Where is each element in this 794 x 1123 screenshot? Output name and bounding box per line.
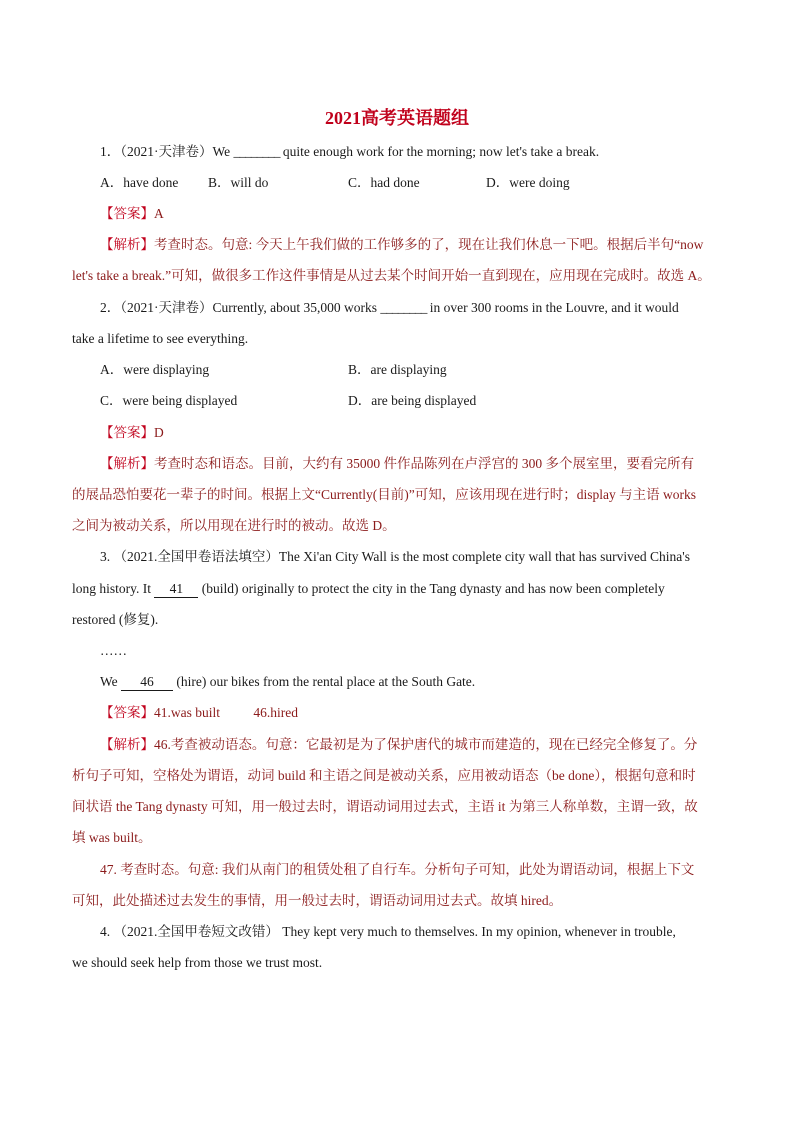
q3-stem-line4: We 46 (hire) our bikes from the rental place at the South Gate. bbox=[100, 674, 476, 689]
q1-answer bbox=[100, 204, 722, 224]
q2-blank: ________ bbox=[380, 300, 427, 315]
q2-options-row2 bbox=[100, 391, 720, 411]
q3-stem-line3: restored (修复). bbox=[72, 612, 159, 627]
q3-answer-46: 46.hired bbox=[253, 705, 298, 720]
q3-analysis47-1: 47. 考查时态。句意: 我们从南门的租赁处租了自行车。分析句子可知，此处为谓语动词，根据上下文 bbox=[100, 862, 695, 877]
q2-option-d: D．are being displayed bbox=[348, 393, 477, 408]
q2-stem-line2: take a lifetime to see everything. bbox=[72, 331, 249, 346]
q2-suffix: in over 300 rooms in the Louvre, and it would bbox=[429, 300, 679, 315]
answer-label: 【答案】 bbox=[100, 206, 154, 221]
q2-analysis-3: 之间为被动关系，所以用现在进行时的被动。故选 D。 bbox=[72, 518, 396, 533]
q1-stem bbox=[100, 142, 722, 162]
q1-answer-value: A bbox=[154, 206, 164, 221]
q4-stem-line2: we should seek help from those we trust most. bbox=[72, 955, 323, 970]
answer-label: 【答案】 bbox=[100, 425, 154, 440]
q3-analysis-1: 【解析】46.考查被动语态。句意：它最初是为了保护唐代的城市而建造的，现在已经完全修复了。分 bbox=[100, 737, 698, 752]
analysis-label: 【解析】 bbox=[100, 737, 154, 752]
q4-stem-line1: 4. （2021.全国甲卷短文改错） They kept very much to themselves. In my opinion, whenever in trouble, bbox=[100, 924, 676, 939]
q1-analysis-1: 【解析】考查时态。句意: 今天上午我们做的工作够多的了，现在让我们休息一下吧。根据后半句“now bbox=[100, 237, 704, 252]
q2-stem bbox=[100, 298, 722, 318]
q3-analysis-4: 填 was built。 bbox=[72, 830, 152, 845]
q3-analysis-3: 间状语 the Tang dynasty 可知，用一般过去时，谓语动词用过去式，主语 it 为第三人称单数，主谓一致，故 bbox=[72, 799, 698, 814]
q1-analysis-2: let's take a break.”可知，做很多工作这件事情是从过去某个时间开始一直到现在，应用现在完成时。故选 A。 bbox=[72, 268, 711, 283]
q1-suffix: quite enough work for the morning; now let's take a break. bbox=[282, 144, 600, 159]
q1-options bbox=[100, 173, 720, 193]
q3-ellipsis: …… bbox=[100, 643, 127, 658]
answer-label: 【答案】 bbox=[100, 705, 154, 720]
q2-answer bbox=[100, 423, 722, 443]
analysis-label: 【解析】 bbox=[100, 237, 154, 252]
q2-options-row1 bbox=[100, 360, 720, 380]
page-title: 2021高考英语题组 bbox=[325, 108, 469, 128]
q2-option-a: A．were displaying bbox=[100, 362, 210, 377]
q2-option-b: B．are displaying bbox=[348, 362, 447, 377]
q1-option-c: C．had done bbox=[348, 175, 420, 190]
q1-prefix: 1．（2021·天津卷）We bbox=[100, 144, 231, 159]
q2-analysis-1: 【解析】考查时态和语态。目前，大约有 35000 件作品陈列在卢浮宫的 300 多个展室里，要看完所有 bbox=[100, 456, 694, 471]
q3-analysis47-2: 可知，此处描述过去发生的事情，用一般过去时，谓语动词用过去式。故填 hired。 bbox=[72, 893, 563, 908]
q1-option-b: B．will do bbox=[208, 175, 269, 190]
q1-option-d: D．were doing bbox=[486, 175, 570, 190]
q1-blank: ________ bbox=[233, 144, 280, 159]
q1-option-a: A．have done bbox=[100, 175, 179, 190]
q3-stem-line2: long history. It 41 (build) originally to protect the city in the Tang dynasty and has now been completely bbox=[72, 581, 665, 596]
q3-analysis-2: 析句子可知，空格处为谓语，动词 build 和主语之间是被动关系，应用被动语态（be done），根据句意和时 bbox=[72, 768, 696, 783]
q2-answer-value: D bbox=[154, 425, 164, 440]
q3-blank-41: 41 bbox=[154, 581, 198, 598]
q3-blank-46: 46 bbox=[121, 674, 173, 691]
q2-option-c: C．were being displayed bbox=[100, 393, 238, 408]
q2-analysis-2: 的展品恐怕要花一辈子的时间。根据上文“Currently(目前)”可知，应该用现在进行时；display 与主语 works bbox=[72, 487, 696, 502]
q3-answer-41: 41.was built bbox=[154, 705, 220, 720]
q2-prefix: 2．（2021·天津卷）Currently, about 35,000 works bbox=[100, 300, 377, 315]
q3-answer bbox=[100, 703, 722, 723]
analysis-label: 【解析】 bbox=[100, 456, 154, 471]
q3-stem-line1: 3. （2021.全国甲卷语法填空）The Xi'an City Wall is the most complete city wall that has survived China's bbox=[100, 549, 690, 564]
